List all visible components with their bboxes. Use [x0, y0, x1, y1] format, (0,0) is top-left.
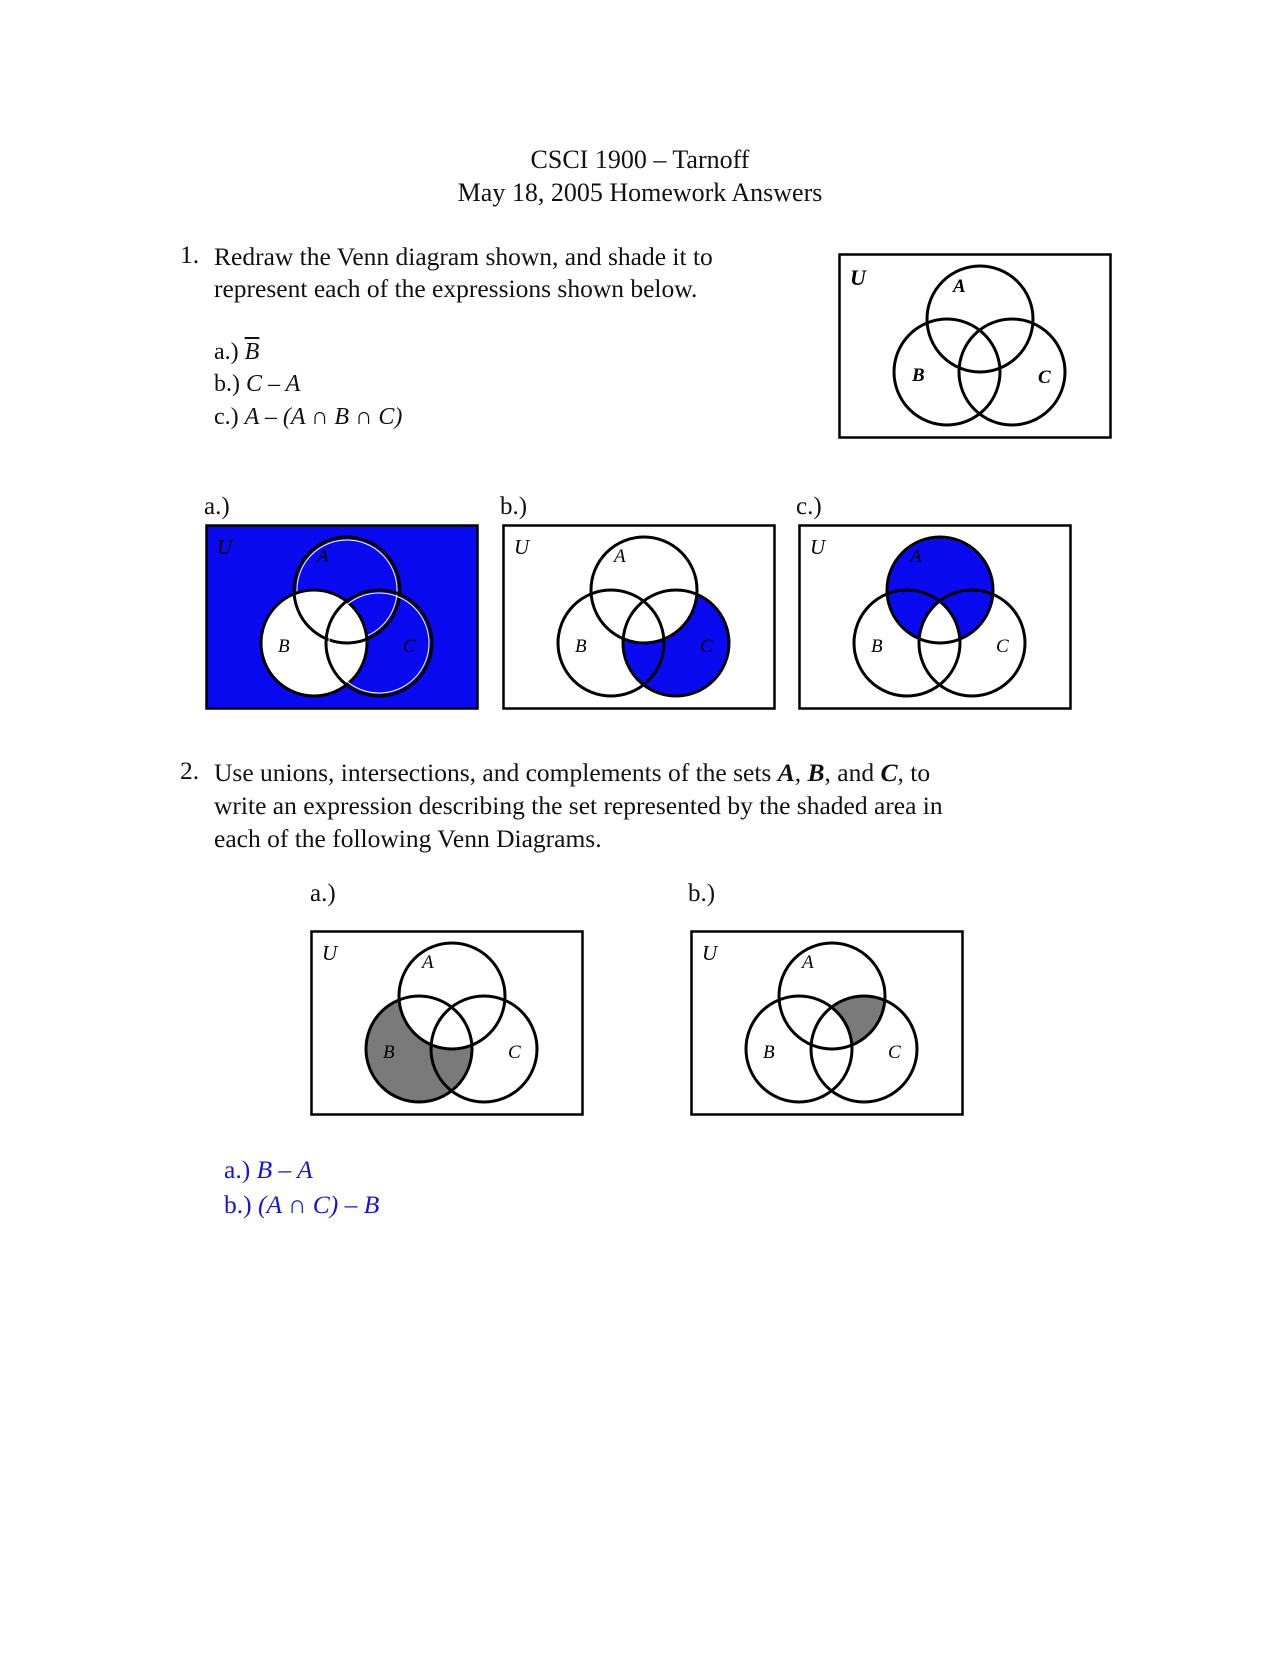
q2-answer-a-label: a.) — [224, 1155, 251, 1184]
q2-line1 — [214, 756, 930, 789]
universe-label: U — [810, 535, 826, 559]
q1-line2: represent each of the expressions shown below. — [214, 274, 698, 303]
set-c-label: C — [403, 636, 416, 657]
set-c-label: C — [1038, 367, 1051, 388]
q2-answer-b-expr: (A ∩ C) – B — [258, 1190, 380, 1219]
q2-set-b: B — [807, 758, 825, 787]
q1-item-b — [214, 368, 300, 401]
q1-item-a-expr: $\overline{B}$ — [244, 339, 260, 365]
set-b-label: B — [912, 365, 925, 386]
doc-subtitle: May 18, 2005 Homework Answers — [457, 178, 823, 207]
q2-set-c: C — [880, 758, 898, 787]
q2-line1-text: Use unions, intersections, and complements of the sets — [214, 758, 778, 787]
q1-answer-c-venn — [798, 524, 1072, 710]
q1-item-b-label: b.) — [214, 371, 240, 397]
universe-label: U — [850, 265, 866, 290]
q2-answer-b-label: b.) — [224, 1190, 252, 1219]
q2-line3: each of the following Venn Diagrams. — [214, 824, 602, 853]
set-c-label: C — [996, 636, 1009, 657]
q2-answer-a-expr: B – A — [256, 1155, 313, 1184]
set-a-label: A — [422, 952, 434, 973]
set-a-label: A — [317, 546, 329, 567]
set-c-label: C — [508, 1042, 521, 1063]
set-c-label: C — [700, 636, 713, 657]
q1-item-c-label: c.) — [214, 404, 239, 430]
q2-line2: write an expression describing the set represented by the shaded area in — [214, 791, 943, 820]
set-a-label: A — [802, 952, 814, 973]
set-b-label: B — [871, 636, 883, 657]
q1-item-b-expr: C – A — [246, 371, 301, 397]
q1-number: 1. — [180, 240, 200, 269]
q1-line1: Redraw the Venn diagram shown, and shade it to — [214, 242, 713, 271]
q2-diagram-b-label: b.) — [688, 880, 716, 907]
set-b-label: B — [278, 636, 290, 657]
q2-diagram-a-venn — [310, 930, 584, 1116]
q2-diagram-b-venn — [690, 930, 964, 1116]
q1-item-a — [214, 336, 259, 369]
q1-item-a-label: a.) — [214, 339, 239, 365]
q1-answer-b-label: b.) — [500, 493, 528, 520]
q1-answer-b-venn — [502, 524, 776, 710]
q2-line1-end: , to — [897, 758, 931, 787]
q2-sep1: , — [794, 758, 808, 787]
q2-number: 2. — [180, 756, 200, 785]
q1-item-c-expr: A – (A ∩ B ∩ C) — [244, 404, 403, 430]
q1-item-c — [214, 401, 402, 434]
q2-diagram-a-label: a.) — [310, 880, 336, 907]
doc-title: CSCI 1900 – Tarnoff — [530, 145, 750, 174]
q1-answer-a-label: a.) — [204, 493, 230, 520]
q2-answer-b — [224, 1188, 379, 1222]
q2-answer-a — [224, 1153, 313, 1187]
set-b-label: B — [763, 1042, 775, 1063]
set-a-label: A — [910, 546, 922, 567]
q2-sep2: , and — [824, 758, 881, 787]
q2-set-a: A — [777, 758, 795, 787]
universe-label: U — [702, 941, 718, 965]
set-a-label: A — [614, 546, 626, 567]
q1-answer-a-venn — [205, 524, 479, 710]
set-c-label: C — [888, 1042, 901, 1063]
set-a-label: A — [953, 276, 966, 297]
q1-reference-venn — [838, 253, 1112, 439]
set-b-label: B — [575, 636, 587, 657]
universe-label: U — [217, 535, 233, 559]
q1-answer-c-label: c.) — [796, 493, 822, 520]
set-b-label: B — [383, 1042, 395, 1063]
universe-label: U — [514, 535, 530, 559]
universe-label: U — [322, 941, 338, 965]
